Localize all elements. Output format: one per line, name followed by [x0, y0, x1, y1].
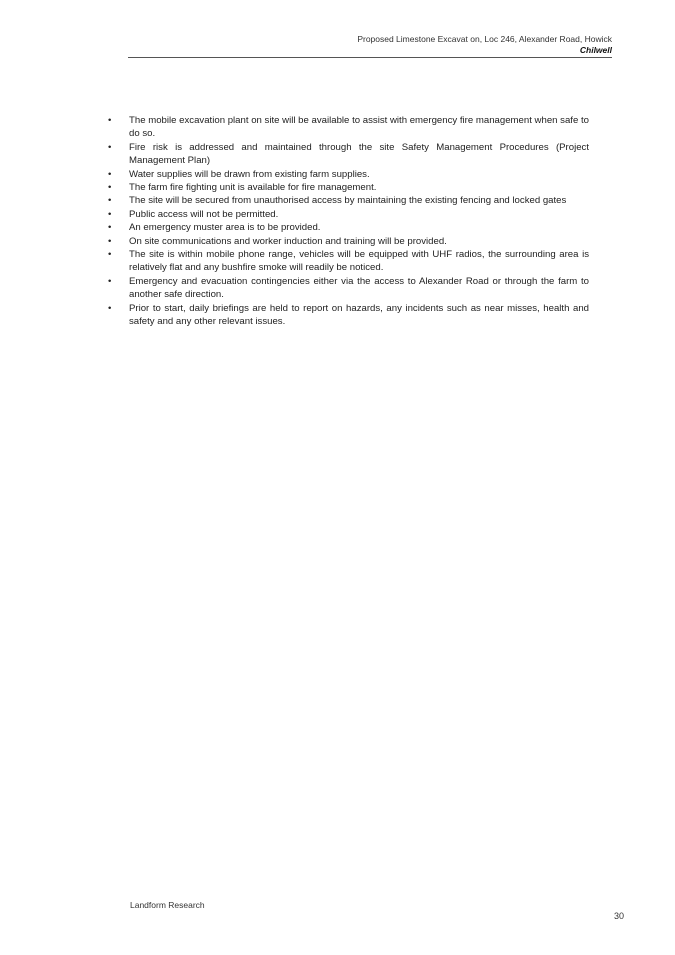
bullet-icon: •	[108, 222, 112, 234]
list-item	[108, 141, 589, 168]
list-item	[108, 235, 589, 248]
bullet-icon: •	[108, 249, 112, 261]
document-title: Proposed Limestone Excavat on, Loc 246, Alexander Road, Howick	[357, 34, 612, 44]
bullet-icon: •	[108, 235, 112, 247]
company-name: Chilwell	[579, 45, 612, 55]
list-item	[108, 168, 589, 181]
footer-organisation: Landform Research	[130, 900, 205, 910]
bullet-icon: •	[108, 168, 112, 180]
list-item-text: Water supplies will be drawn from existing farm supplies.	[129, 168, 370, 180]
list-item-text: The site is within mobile phone range, vehicles will be equipped with UHF radios, the surrounding area is relatively flat and any bushfire smoke will readily be noticed.	[129, 249, 589, 274]
bullet-icon: •	[108, 302, 112, 314]
bullet-icon: •	[108, 182, 112, 194]
list-item	[108, 248, 589, 275]
list-item-text: Fire risk is addressed and maintained through the site Safety Management Procedures (Project Management Plan)	[129, 141, 589, 167]
list-item-text: An emergency muster area is to be provided.	[129, 222, 321, 234]
list-item-text: The farm fire fighting unit is available for fire management.	[129, 182, 377, 194]
bullet-icon: •	[108, 115, 112, 126]
list-item-text: On site communications and worker induction and training will be provided.	[129, 235, 447, 247]
list-item-text: The mobile excavation plant on site will be available to assist with emergency fire management when safe to do so.	[129, 115, 589, 140]
list-item-text: Emergency and evacuation contingencies either via the access to Alexander Road or through the farm to another safe direction.	[129, 275, 589, 301]
page-header	[128, 34, 612, 56]
bullet-icon: •	[108, 275, 112, 287]
page-number: 30	[613, 911, 624, 921]
header-divider	[128, 57, 612, 58]
list-item	[108, 114, 589, 141]
bullet-icon: •	[108, 208, 112, 220]
list-item	[108, 302, 589, 329]
list-item	[108, 221, 589, 234]
list-item-text: The site will be secured from unauthorised access by maintaining the existing fencing and locked gates	[129, 195, 567, 207]
list-item	[108, 275, 589, 302]
bullet-list	[108, 114, 589, 329]
bullet-icon: •	[108, 195, 112, 207]
list-item	[108, 208, 589, 221]
list-item-text: Public access will not be permitted.	[129, 208, 279, 220]
list-item	[108, 194, 589, 207]
list-item-text: Prior to start, daily briefings are held to report on hazards, any incidents such as near misses, health and safety and any other relevant issues.	[129, 302, 589, 328]
bullet-icon: •	[108, 141, 112, 153]
list-item	[108, 181, 589, 194]
